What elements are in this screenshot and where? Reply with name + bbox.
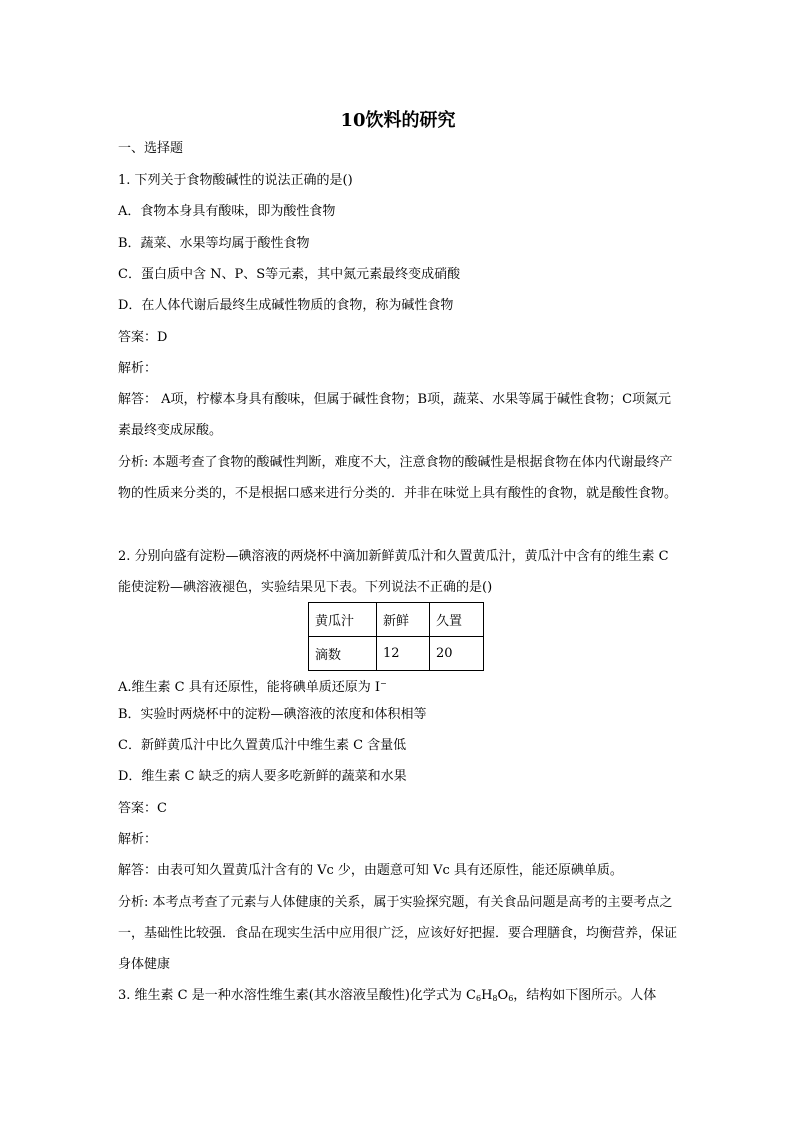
table-cell: 久置 <box>430 603 484 637</box>
table-cell: 滴数 <box>309 637 377 671</box>
q1-answer: 答案：D <box>118 330 168 345</box>
q3-stem: 3. 维生素 C 是一种水溶性维生素(其水溶液呈酸性)化学式为 $C_6H_8O_6$，结构如下图所示。人体 <box>118 988 657 1003</box>
table-cell: 黄瓜汁 <box>309 603 377 637</box>
table-row <box>309 637 484 671</box>
table-row <box>309 603 484 637</box>
q1-analysis-label: 解析： <box>118 361 158 376</box>
section-heading: 一、选择题 <box>118 141 184 156</box>
q1-option-a: A．食物本身具有酸味，即为酸性食物 <box>118 204 336 219</box>
table-cell: 20 <box>430 637 484 671</box>
q1-option-d: D．在人体代谢后最终生成碱性物质的食物，称为碱性食物 <box>118 298 454 313</box>
q1-analysis: 分析: 本题考查了食物的酸碱性判断，难度不大，注意食物的酸碱性是根据食物在体内代谢最终产物的性质来分类的，不是根据口感来进行分类的．并非在味觉上具有酸性的食物，就是酸性食物。 <box>118 455 678 501</box>
table-cell: 新鲜 <box>377 603 430 637</box>
q2-answer: 答案：C <box>118 801 167 816</box>
q1-solution: 解答： A项，柠檬本身具有酸味，但属于碱性食物；B项，蔬菜、水果等属于碱性食物；C项氮元素最终变成尿酸。 <box>118 392 672 438</box>
q2-option-c: C．新鲜黄瓜汁中比久置黄瓜汁中维生素 C 含量低 <box>118 738 407 753</box>
q2-stem: 2. 分别向盛有淀粉—碘溶液的两烧杯中滴加新鲜黄瓜汁和久置黄瓜汁，黄瓜汁中含有的维生素 C 能使淀粉—碘溶液褪色，实验结果见下表。下列说法不正确的是() <box>118 549 669 595</box>
q2-option-b: B．实验时两烧杯中的淀粉—碘溶液的浓度和体积相等 <box>118 707 427 722</box>
q2-solution: 解答：由表可知久置黄瓜汁含有的 Vc 少，由题意可知 Vc 具有还原性，能还原碘单质。 <box>118 863 623 878</box>
q1-option-b: B．蔬菜、水果等均属于酸性食物 <box>118 236 310 251</box>
q2-option-a: A.维生素 C 具有还原性，能将碘单质还原为 I− <box>118 679 387 695</box>
q2-analysis: 分析: 本考点考查了元素与人体健康的关系，属于实验探究题，有关食品问题是高考的主要考点之一，基础性比较强．食品在现实生活中应用很广泛，应该好好把握．要合理膳食，均衡营养，保证身体健康 <box>118 895 678 972</box>
table-cell: 12 <box>377 637 430 671</box>
page-title: 10饮料的研究 <box>340 110 456 131</box>
q1-option-c: C．蛋白质中含 N、P、S等元素，其中氮元素最终变成硝酸 <box>118 267 461 282</box>
data-table <box>308 602 484 671</box>
q2-option-d: D．维生素 C 缺乏的病人要多吃新鲜的蔬菜和水果 <box>118 769 407 784</box>
q2-analysis-label: 解析： <box>118 832 158 847</box>
q1-stem: 1. 下列关于食物酸碱性的说法正确的是() <box>118 173 353 188</box>
